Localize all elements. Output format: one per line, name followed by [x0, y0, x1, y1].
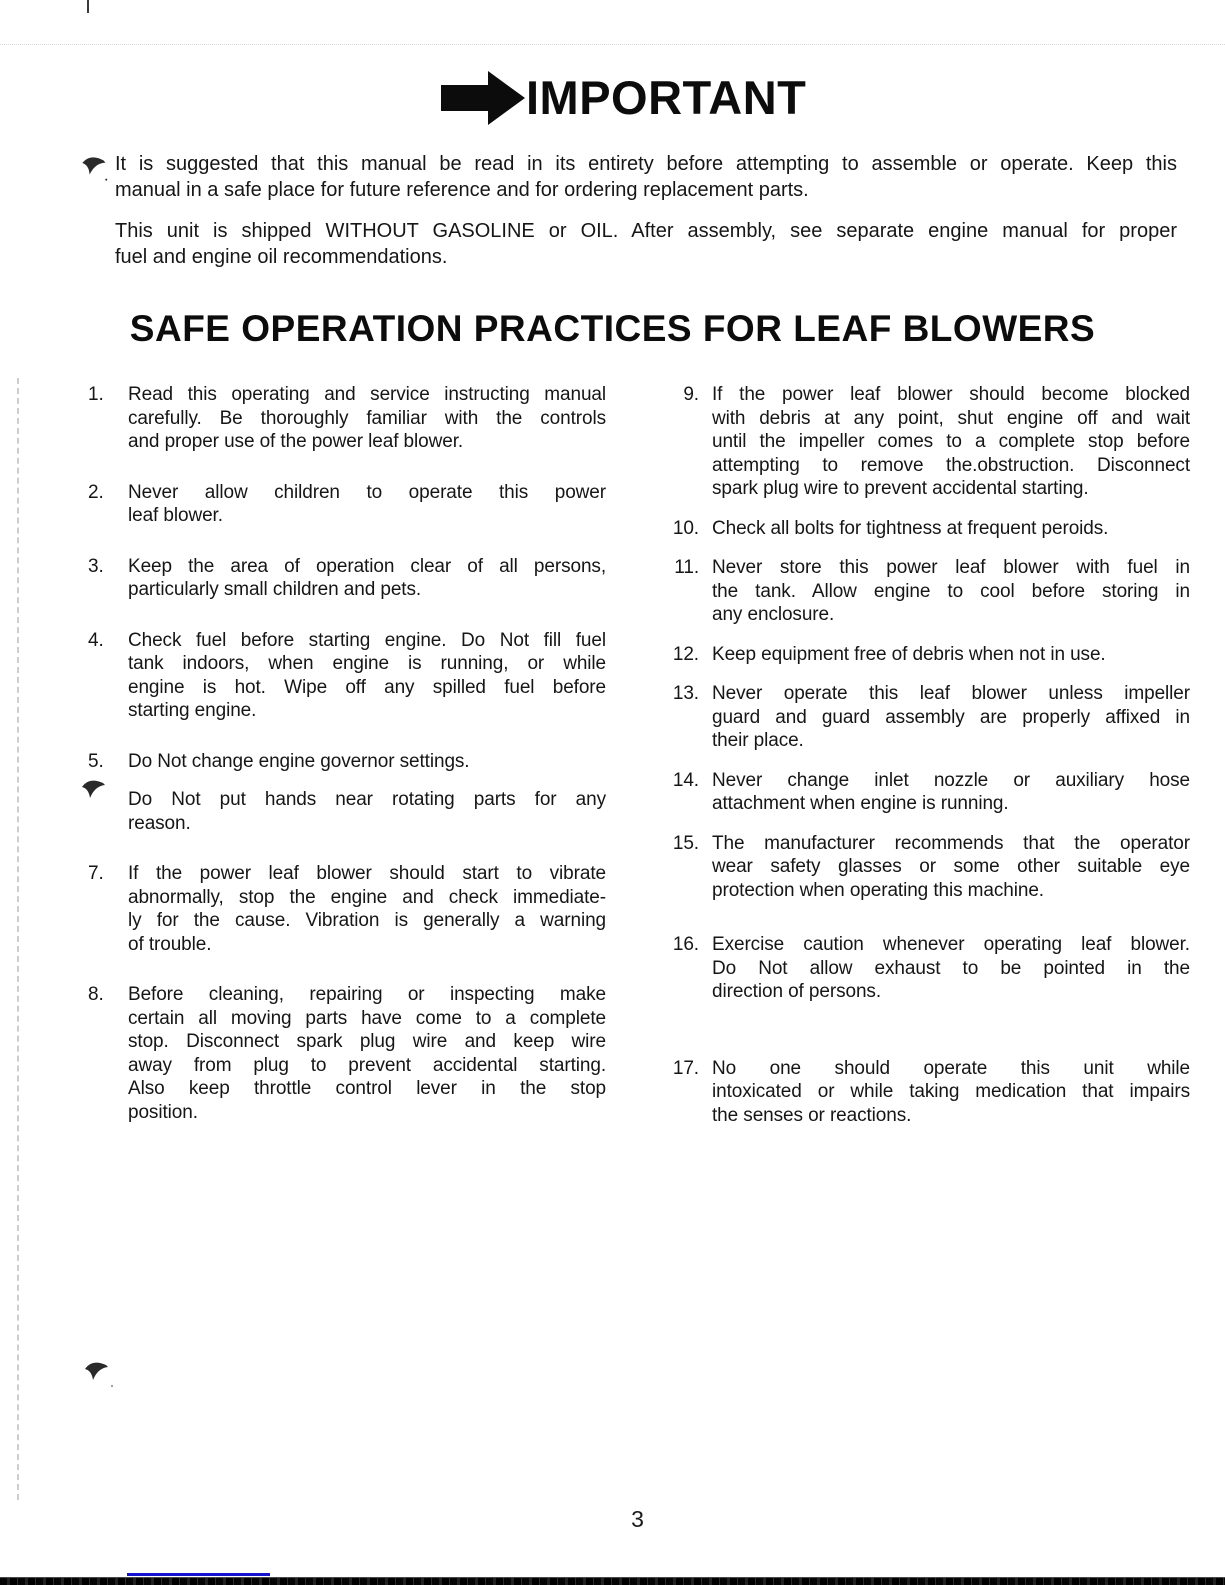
text-line: Never change inlet nozzle or auxiliary hose	[712, 769, 1190, 791]
item-number: 5.	[88, 750, 104, 772]
intro-paragraph	[115, 151, 1177, 203]
safety-list-right	[660, 383, 1190, 1143]
item-text	[712, 769, 1190, 816]
text-line: wear safety glasses or some other suitable eye	[712, 856, 1190, 877]
text-line: This unit is shipped WITHOUT GASOLINE or OIL. After assembly, see separate engine manual for proper	[115, 220, 1177, 242]
item-number: 4.	[88, 629, 104, 651]
text-line: leaf blower.	[128, 505, 223, 526]
text-line: Never allow children to operate this power	[128, 481, 606, 503]
text-line: guard and guard assembly are properly affixed in	[712, 706, 1190, 728]
item-text	[712, 933, 1190, 1004]
safety-list-item	[88, 788, 606, 835]
safety-list-item	[660, 517, 1190, 541]
item-text	[128, 788, 606, 835]
safety-list-item	[88, 750, 606, 774]
text-line: Do Not change engine governor settings.	[128, 750, 470, 772]
pen-checkmark-icon	[82, 778, 112, 806]
safety-list-left	[88, 383, 606, 1151]
safety-list-item	[88, 983, 606, 1124]
section-title: SAFE OPERATION PRACTICES FOR LEAF BLOWERS	[129, 308, 1096, 349]
right-arrow-icon	[441, 69, 525, 127]
item-number	[88, 788, 128, 835]
item-text	[128, 555, 606, 602]
page-number: 3	[631, 1506, 644, 1532]
text-line: stop. Disconnect spark plug wire and keep wire	[128, 1031, 606, 1052]
pen-checkmark-icon	[85, 1360, 115, 1388]
item-text	[712, 556, 1190, 627]
item-number: 16.	[672, 934, 699, 955]
item-number: 17.	[672, 1057, 699, 1079]
item-number: 10.	[672, 517, 699, 539]
item-text	[712, 383, 1190, 501]
scan-bottom-edge	[0, 1577, 1225, 1585]
safety-list-item	[660, 933, 1190, 1004]
item-text	[712, 1057, 1190, 1128]
safety-list-item	[660, 682, 1190, 753]
item-number: 15.	[672, 832, 699, 854]
text-line: and proper use of the power leaf blower.	[128, 431, 464, 452]
text-line: manual in a safe place for future reference and for ordering replacement parts.	[115, 179, 809, 201]
important-header	[441, 69, 806, 127]
item-number: 9.	[683, 384, 699, 405]
text-line: their place.	[712, 730, 804, 751]
safety-list-item	[660, 1057, 1190, 1128]
text-line: Do Not put hands near rotating parts for any	[128, 789, 606, 810]
text-line: If the power leaf blower should start to vibrate	[128, 863, 606, 884]
text-line: No one should operate this unit while	[712, 1057, 1190, 1079]
text-line: If the power leaf blower should become blocked	[712, 384, 1190, 405]
text-line: until the impeller comes to a complete stop before	[712, 431, 1190, 452]
text-line: The manufacturer recommends that the operator	[712, 832, 1190, 854]
text-line: tank indoors, when engine is running, or while	[128, 653, 606, 674]
text-line: Before cleaning, repairing or inspecting make	[128, 984, 606, 1005]
item-text	[128, 383, 606, 454]
important-title: IMPORTANT	[526, 71, 807, 124]
text-line: of trouble.	[128, 933, 212, 955]
item-number: 7.	[88, 863, 104, 884]
safety-list-item	[660, 769, 1190, 816]
item-text	[128, 862, 606, 956]
text-line: fuel and engine oil recommendations.	[115, 246, 448, 268]
safety-list-item	[88, 555, 606, 602]
item-number: 14.	[672, 769, 699, 791]
text-line: particularly small children and pets.	[128, 579, 422, 600]
text-line: Do Not allow exhaust to be pointed in the	[712, 957, 1190, 979]
text-line: It is suggested that this manual be read in its entirety before attempting to assemble or operate. Keep this	[115, 153, 1177, 175]
item-number: 8.	[88, 984, 104, 1005]
item-text	[128, 481, 606, 528]
text-line: reason.	[128, 812, 191, 834]
safety-list-item	[88, 481, 606, 528]
item-text	[128, 750, 606, 774]
text-line: the senses or reactions.	[712, 1104, 912, 1126]
text-line: Check fuel before starting engine. Do Not fill fuel	[128, 629, 606, 651]
text-line: direction of persons.	[712, 981, 881, 1002]
text-line: attempting to remove the.obstruction. Disconnect	[712, 454, 1190, 476]
item-number: 1.	[88, 384, 104, 405]
item-text	[712, 643, 1190, 667]
item-text	[712, 517, 1190, 541]
item-number: 12.	[672, 643, 699, 665]
item-number: 2.	[88, 481, 104, 503]
scan-artifact-left-margin-line	[17, 378, 19, 1500]
text-line: certain all moving parts have come to a complete	[128, 1007, 606, 1029]
text-line: the tank. Allow engine to cool before storing in	[712, 580, 1190, 602]
item-text	[128, 629, 606, 723]
text-line: Exercise caution whenever operating leaf blower.	[712, 934, 1190, 955]
text-line: attachment when engine is running.	[712, 793, 1009, 814]
text-line: Also keep throttle control lever in the stop	[128, 1078, 606, 1099]
text-line: Keep equipment free of debris when not in use.	[712, 643, 1106, 665]
pen-checkmark-icon	[81, 154, 113, 184]
safety-list-item	[88, 629, 606, 723]
text-line: ly for the cause. Vibration is generally a warning	[128, 910, 606, 931]
text-line: away from plug to prevent accidental starting.	[128, 1054, 606, 1076]
scan-mark-top-tick	[87, 0, 89, 13]
text-line: carefully. Be thoroughly familiar with the controls	[128, 407, 606, 429]
text-line: engine is hot. Wipe off any spilled fuel before	[128, 676, 606, 698]
text-line: intoxicated or while taking medication that impairs	[712, 1081, 1190, 1102]
text-line: Check all bolts for tightness at frequent peroids.	[712, 517, 1109, 539]
item-number: 3.	[88, 555, 104, 577]
intro-paragraphs	[115, 151, 1177, 285]
safety-list-item	[88, 383, 606, 454]
text-line: Never store this power leaf blower with fuel in	[712, 557, 1190, 578]
scan-artifact-dotted-line	[0, 44, 1225, 45]
blue-ink-underline	[127, 1573, 270, 1576]
text-line: spark plug wire to prevent accidental starting.	[712, 478, 1089, 499]
safety-list-item	[88, 862, 606, 956]
safety-list-item	[660, 643, 1190, 667]
text-line: position.	[128, 1101, 198, 1123]
text-line: any enclosure.	[712, 604, 835, 625]
text-line: abnormally, stop the engine and check immediate-	[128, 886, 606, 908]
item-text	[712, 832, 1190, 903]
text-line: with debris at any point, shut engine off and wait	[712, 407, 1190, 429]
text-line: protection when operating this machine.	[712, 879, 1044, 901]
text-line: Read this operating and service instructing manual	[128, 384, 606, 405]
safety-list-item	[660, 383, 1190, 501]
intro-paragraph	[115, 218, 1177, 270]
safety-list-item	[660, 832, 1190, 903]
safety-list-item	[660, 556, 1190, 627]
item-number: 11.	[674, 557, 699, 578]
item-number: 13.	[672, 683, 699, 704]
item-text	[712, 682, 1190, 753]
item-text	[128, 983, 606, 1124]
text-line: starting engine.	[128, 700, 257, 721]
text-line: Never operate this leaf blower unless impeller	[712, 683, 1190, 704]
text-line: Keep the area of operation clear of all persons,	[128, 555, 606, 577]
